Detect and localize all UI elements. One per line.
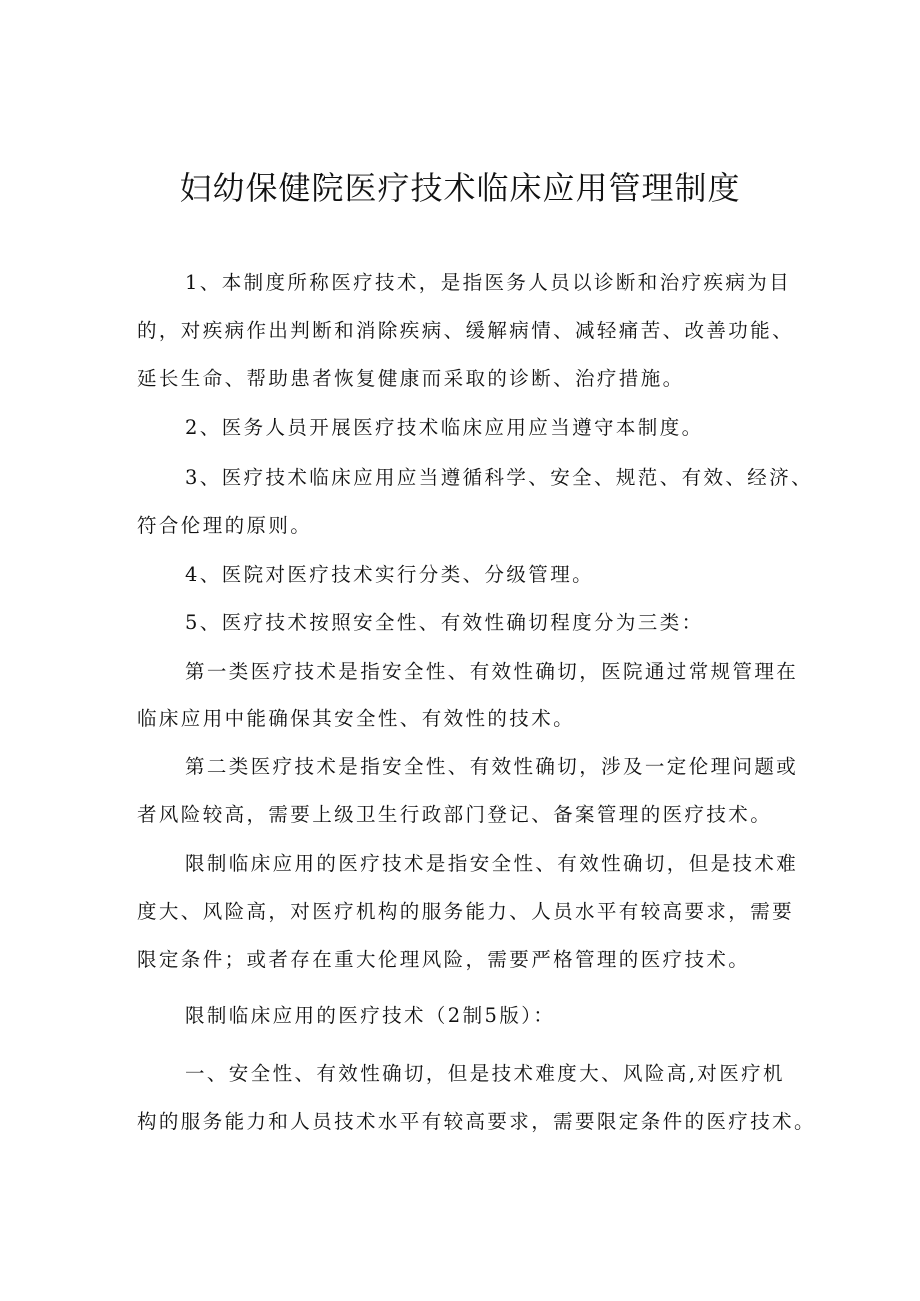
paragraph-line: 4、医院对医疗技术实行分类、分级管理。 [185, 563, 595, 586]
paragraph-line: 一、安全性、有效性确切，但是技术难度大、风险高,对医疗机 [185, 1062, 785, 1085]
paragraph-line: 的，对疾病作出判断和消除疾病、缓解病情、减轻痛苦、改善功能、 [137, 319, 795, 342]
paragraph-line: 限定条件；或者存在重大伦理风险，需要严格管理的医疗技术。 [137, 948, 751, 971]
paragraph-line: 符合伦理的原则。 [137, 514, 313, 537]
paragraph-line: 第一类医疗技术是指安全性、有效性确切，医院通过常规管理在 [185, 660, 799, 683]
paragraph-line: 5、医疗技术按照安全性、有效性确切程度分为三类： [185, 611, 704, 634]
paragraph-line: 3、医疗技术临床应用应当遵循科学、安全、规范、有效、经济、 [185, 466, 814, 489]
paragraph-line: 者风险较高，需要上级卫生行政部门登记、备案管理的医疗技术。 [137, 803, 773, 826]
paragraph-line: 延长生命、帮助患者恢复健康而采取的诊断、治疗措施。 [137, 367, 685, 390]
paragraph-line: 临床应用中能确保其安全性、有效性的技术。 [137, 707, 576, 730]
paragraph-line: 限制临床应用的医疗技术是指安全性、有效性确切，但是技术难 [185, 852, 799, 875]
paragraph-line: 构的服务能力和人员技术水平有较高要求，需要限定条件的医疗技术。 [137, 1110, 816, 1133]
paragraph-line: 度大、风险高，对医疗机构的服务能力、人员水平有较高要求，需要 [137, 900, 795, 923]
document-title: 妇幼保健院医疗技术临床应用管理制度 [179, 169, 741, 207]
paragraph-line: 1、本制度所称医疗技术，是指医务人员以诊断和治疗疾病为目 [185, 271, 792, 294]
paragraph-line: 限制临床应用的医疗技术（2制5版）： [185, 1004, 556, 1027]
paragraph-line: 第二类医疗技术是指安全性、有效性确切，涉及一定伦理问题或 [185, 755, 799, 778]
paragraph-line: 2、医务人员开展医疗技术临床应用应当遵守本制度。 [185, 416, 704, 439]
